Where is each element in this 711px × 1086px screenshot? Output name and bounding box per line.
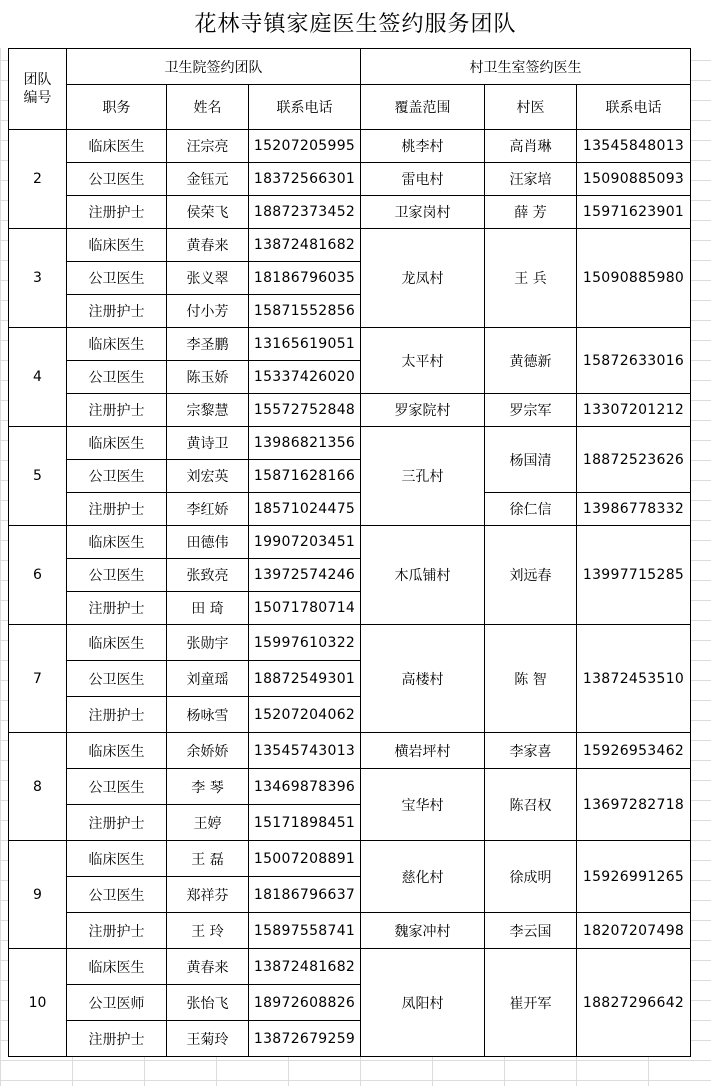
team-number: 3 <box>9 229 67 328</box>
village-name: 木瓜铺村 <box>361 526 485 625</box>
village-name: 罗家院村 <box>361 394 485 427</box>
header-row-2 <box>9 85 691 130</box>
village-name: 魏家冲村 <box>361 913 485 949</box>
member-name: 黄春来 <box>167 949 249 985</box>
member-position: 公卫医生 <box>67 361 167 394</box>
team-number: 9 <box>9 841 67 949</box>
village-phone: 13997715285 <box>577 526 691 625</box>
team-number: 5 <box>9 427 67 526</box>
member-name: 王菊玲 <box>167 1021 249 1057</box>
member-phone: 15871552856 <box>249 295 361 328</box>
member-position: 公卫医生 <box>67 262 167 295</box>
member-phone: 15171898451 <box>249 805 361 841</box>
member-phone: 15207205995 <box>249 130 361 163</box>
member-position: 注册护士 <box>67 295 167 328</box>
member-phone: 19907203451 <box>249 526 361 559</box>
member-phone: 13972574246 <box>249 559 361 592</box>
member-phone: 15897558741 <box>249 913 361 949</box>
member-phone: 15071780714 <box>249 592 361 625</box>
village-phone: 13307201212 <box>577 394 691 427</box>
member-phone: 18186796035 <box>249 262 361 295</box>
member-name: 张致亮 <box>167 559 249 592</box>
member-name: 付小芳 <box>167 295 249 328</box>
village-phone: 18827296642 <box>577 949 691 1057</box>
member-position: 注册护士 <box>67 913 167 949</box>
village-name: 横岩坪村 <box>361 733 485 769</box>
village-name: 三孔村 <box>361 427 485 526</box>
member-name: 金钰元 <box>167 163 249 196</box>
header-team-no: 团队编号 <box>9 49 67 130</box>
member-phone: 13872481682 <box>249 229 361 262</box>
member-position: 公卫医师 <box>67 985 167 1021</box>
member-phone: 15007208891 <box>249 841 361 877</box>
village-name: 太平村 <box>361 328 485 394</box>
header-village-group: 村卫生室签约医生 <box>361 49 691 85</box>
member-position: 公卫医生 <box>67 769 167 805</box>
village-doctor: 李云国 <box>485 913 577 949</box>
village-doctor: 刘远春 <box>485 526 577 625</box>
member-name: 李圣鹏 <box>167 328 249 361</box>
member-phone: 18372566301 <box>249 163 361 196</box>
member-name: 张义翠 <box>167 262 249 295</box>
member-position: 公卫医生 <box>67 877 167 913</box>
village-doctor: 陈召权 <box>485 769 577 841</box>
member-position: 注册护士 <box>67 1021 167 1057</box>
member-phone: 18186796637 <box>249 877 361 913</box>
member-phone: 18872373452 <box>249 196 361 229</box>
village-doctor: 高肖琳 <box>485 130 577 163</box>
member-phone: 15871628166 <box>249 460 361 493</box>
member-phone: 15997610322 <box>249 625 361 661</box>
header-village-phone: 联系电话 <box>577 85 691 130</box>
member-position: 注册护士 <box>67 697 167 733</box>
team-number: 2 <box>9 130 67 229</box>
village-phone: 15090885093 <box>577 163 691 196</box>
village-name: 高楼村 <box>361 625 485 733</box>
member-position: 临床医生 <box>67 526 167 559</box>
member-position: 注册护士 <box>67 805 167 841</box>
member-phone: 15207204062 <box>249 697 361 733</box>
table-row <box>9 394 691 427</box>
member-position: 临床医生 <box>67 229 167 262</box>
village-name: 龙凤村 <box>361 229 485 328</box>
village-name: 卫家岗村 <box>361 196 485 229</box>
team-number: 4 <box>9 328 67 427</box>
village-name: 凤阳村 <box>361 949 485 1057</box>
member-name: 田德伟 <box>167 526 249 559</box>
member-position: 临床医生 <box>67 130 167 163</box>
member-name: 张勋宇 <box>167 625 249 661</box>
header-village-doctor: 村医 <box>485 85 577 130</box>
member-phone: 18571024475 <box>249 493 361 526</box>
member-phone: 13872481682 <box>249 949 361 985</box>
village-doctor: 徐仁信 <box>485 493 577 526</box>
member-position: 注册护士 <box>67 196 167 229</box>
village-doctor: 陈 智 <box>485 625 577 733</box>
member-name: 田 琦 <box>167 592 249 625</box>
village-phone: 15926953462 <box>577 733 691 769</box>
member-name: 汪宗亮 <box>167 130 249 163</box>
village-doctor: 汪家培 <box>485 163 577 196</box>
team-number: 10 <box>9 949 67 1057</box>
member-phone: 13986821356 <box>249 427 361 460</box>
header-row-1 <box>9 49 691 85</box>
village-doctor: 王 兵 <box>485 229 577 328</box>
member-position: 注册护士 <box>67 394 167 427</box>
table-row <box>9 769 691 805</box>
member-position: 临床医生 <box>67 625 167 661</box>
village-phone: 18207207498 <box>577 913 691 949</box>
member-name: 陈玉娇 <box>167 361 249 394</box>
village-doctor: 罗宗军 <box>485 394 577 427</box>
team-number: 7 <box>9 625 67 733</box>
team-table <box>8 48 691 1057</box>
member-name: 王 磊 <box>167 841 249 877</box>
village-name: 雷电村 <box>361 163 485 196</box>
header-name: 姓名 <box>167 85 249 130</box>
team-number: 8 <box>9 733 67 841</box>
table-row <box>9 163 691 196</box>
village-name: 桃李村 <box>361 130 485 163</box>
table-row <box>9 733 691 769</box>
header-position: 职务 <box>67 85 167 130</box>
village-doctor: 薛 芳 <box>485 196 577 229</box>
village-doctor: 黄德新 <box>485 328 577 394</box>
member-name: 李红娇 <box>167 493 249 526</box>
village-name: 宝华村 <box>361 769 485 841</box>
table-row <box>9 841 691 877</box>
member-phone: 15337426020 <box>249 361 361 394</box>
village-doctor: 徐成明 <box>485 841 577 913</box>
member-name: 余娇娇 <box>167 733 249 769</box>
village-name: 慈化村 <box>361 841 485 913</box>
member-position: 公卫医生 <box>67 559 167 592</box>
member-name: 宗黎慧 <box>167 394 249 427</box>
table-row <box>9 493 691 526</box>
table-row <box>9 130 691 163</box>
member-name: 黄春来 <box>167 229 249 262</box>
village-phone: 13697282718 <box>577 769 691 841</box>
header-hospital-group: 卫生院签约团队 <box>67 49 361 85</box>
village-phone: 13872453510 <box>577 625 691 733</box>
member-phone: 18872549301 <box>249 661 361 697</box>
village-doctor: 崔开军 <box>485 949 577 1057</box>
table-row <box>9 526 691 559</box>
member-position: 注册护士 <box>67 493 167 526</box>
member-name: 黄诗卫 <box>167 427 249 460</box>
table-row <box>9 229 691 262</box>
member-name: 刘童瑶 <box>167 661 249 697</box>
member-name: 侯荣飞 <box>167 196 249 229</box>
village-phone: 15971623901 <box>577 196 691 229</box>
member-name: 杨咏雪 <box>167 697 249 733</box>
member-name: 刘宏英 <box>167 460 249 493</box>
table-row <box>9 625 691 661</box>
table-row <box>9 913 691 949</box>
village-phone: 18872523626 <box>577 427 691 493</box>
village-phone: 13986778332 <box>577 493 691 526</box>
page-title: 花林寺镇家庭医生签约服务团队 <box>0 0 711 48</box>
member-position: 注册护士 <box>67 592 167 625</box>
member-position: 临床医生 <box>67 949 167 985</box>
table-row <box>9 949 691 985</box>
member-name: 王婷 <box>167 805 249 841</box>
village-phone: 15872633016 <box>577 328 691 394</box>
member-position: 公卫医生 <box>67 661 167 697</box>
member-name: 张怡飞 <box>167 985 249 1021</box>
member-phone: 13165619051 <box>249 328 361 361</box>
village-doctor: 李家喜 <box>485 733 577 769</box>
member-name: 郑祥芬 <box>167 877 249 913</box>
village-doctor: 杨国清 <box>485 427 577 493</box>
member-phone: 18972608826 <box>249 985 361 1021</box>
village-phone: 15926991265 <box>577 841 691 913</box>
table-row <box>9 328 691 361</box>
member-name: 李 琴 <box>167 769 249 805</box>
header-coverage: 覆盖范围 <box>361 85 485 130</box>
member-name: 王 玲 <box>167 913 249 949</box>
member-phone: 13545743013 <box>249 733 361 769</box>
member-position: 临床医生 <box>67 733 167 769</box>
table-row <box>9 196 691 229</box>
member-position: 临床医生 <box>67 841 167 877</box>
member-position: 公卫医生 <box>67 163 167 196</box>
village-phone: 13545848013 <box>577 130 691 163</box>
header-phone: 联系电话 <box>249 85 361 130</box>
table-row <box>9 427 691 460</box>
member-position: 临床医生 <box>67 328 167 361</box>
member-position: 临床医生 <box>67 427 167 460</box>
member-phone: 15572752848 <box>249 394 361 427</box>
member-position: 公卫医生 <box>67 460 167 493</box>
member-phone: 13872679259 <box>249 1021 361 1057</box>
team-number: 6 <box>9 526 67 625</box>
village-phone: 15090885980 <box>577 229 691 328</box>
member-phone: 13469878396 <box>249 769 361 805</box>
